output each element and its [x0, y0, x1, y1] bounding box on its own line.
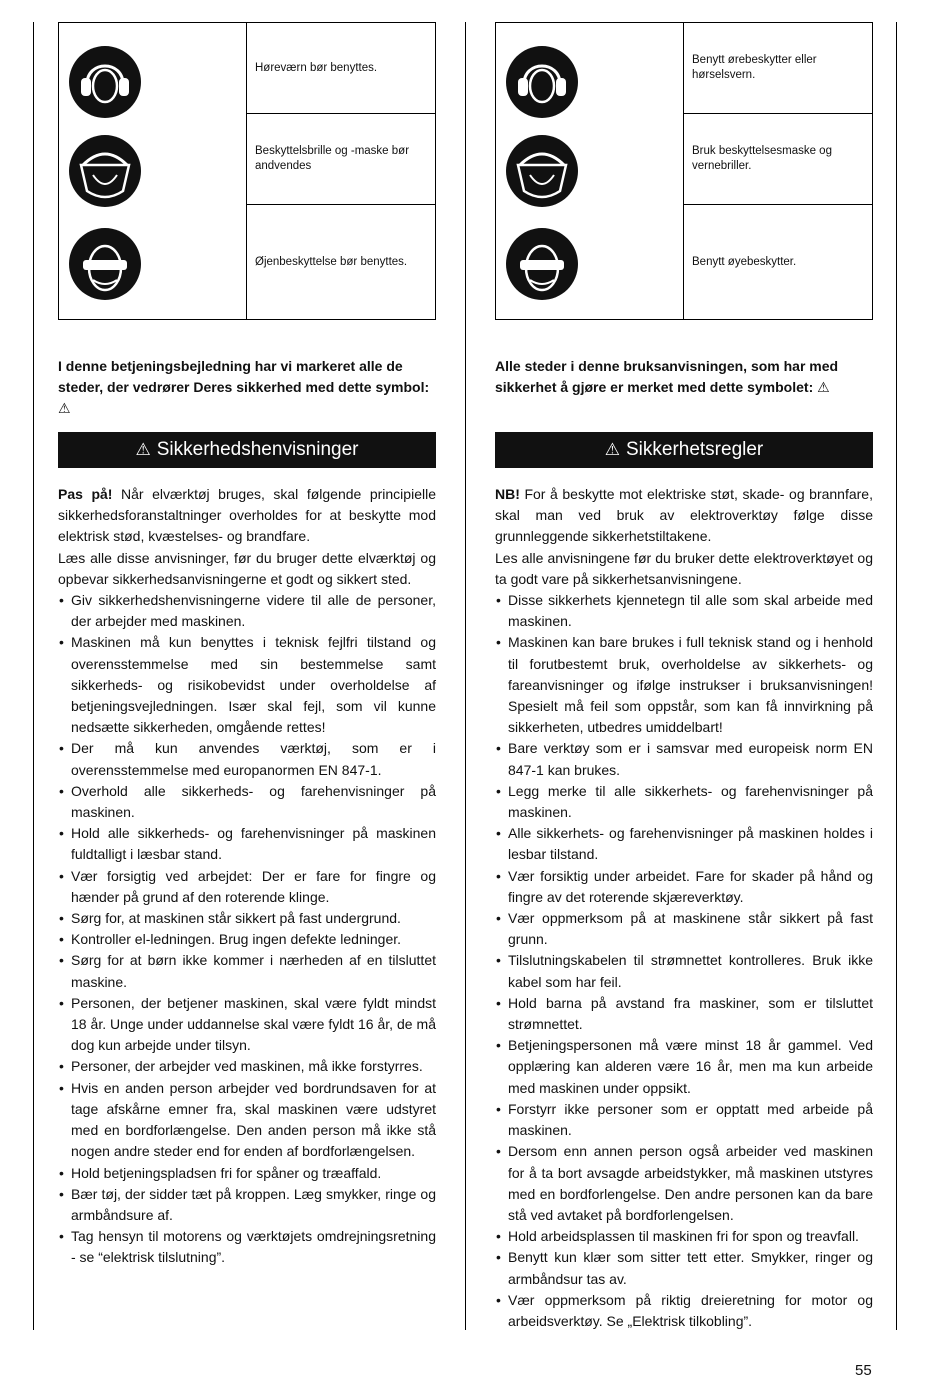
list-item: • Hold betjeningspladsen fri for spåner og træaffald.	[58, 1163, 436, 1184]
list-item: • Vær oppmerksom på riktig dreieretning for motor og arbeidsverktøy. Se „Elektrisk tilkobling”.	[495, 1290, 873, 1332]
ear-protection-text: Høreværn bør benyttes.	[247, 23, 435, 114]
face-mask-icon	[69, 135, 141, 207]
safety-list	[495, 590, 873, 1332]
warning-triangle-icon: ⚠	[604, 440, 620, 459]
list-item: • Vær forsiktig under arbeidet. Fare for skader på hånd og fingre av det roterende skjæreverktøy.	[495, 866, 873, 908]
eye-protection-icon	[69, 228, 141, 300]
list-item: • Der må kun anvendes værktøj, som er i overensstemmelse med europanormen EN 847-1.	[58, 738, 436, 780]
list-item: • Bær tøj, der sidder tæt på kroppen. Læg smykker, ringe og armbåndsure af.	[58, 1184, 436, 1226]
list-item: • Disse sikkerhets kjennetegn til alle som skal arbeide med maskinen.	[495, 590, 873, 632]
warning-triangle-icon: ⚠	[135, 440, 151, 459]
intro-text: Alle steder i denne bruksanvisningen, som har med sikkerhet å gjøre er merket med dette symbolet: ⚠	[495, 358, 839, 395]
warning-label: Pas på!	[58, 486, 113, 502]
ppe-icon-table	[495, 22, 873, 320]
safety-list	[58, 590, 436, 1269]
ear-protection-text: Benytt ørebeskytter eller hørselsvern.	[684, 23, 872, 114]
list-item: • Hold alle sikkerheds- og farehenvisninger på maskinen fuldtalligt i læsbar stand.	[58, 823, 436, 865]
eye-protection-icon	[506, 228, 578, 300]
face-mask-text: Bruk beskyttelsesmaske og vernebriller.	[684, 114, 872, 205]
heading-label: Sikkerhetsregler	[625, 439, 764, 460]
eye-protection-text: Øjenbeskyttelse bør benyttes.	[255, 255, 408, 268]
eye-protection-text: Benytt øyebeskytter.	[692, 255, 797, 268]
list-item: • Legg merke til alle sikkerhets- og farehenvisninger på maskinen.	[495, 781, 873, 823]
list-item: • Giv sikkerhedshenvisningerne videre til alle de personer, der arbejder med maskinen.	[58, 590, 436, 632]
paragraph: Pas på! Når elværktøj bruges, skal følgende principielle sikkerhedsforanstaltninger overholdes for at beskytte mod elektrisk stød, kvæstelses- og brandfare.	[58, 486, 436, 545]
list-item: • Tilslutningskabelen til strømnettet kontrolleres. Bruk ikke kabel som har feil.	[495, 950, 873, 992]
list-item: • Dersom enn annen person også arbeider ved maskinen for å ta bort avsagde arbeidstykker, må maskinen utstyres med en bordforlengelse. Den andre personen kan da bare stå ved avtaket på bordforlengelsen.	[495, 1141, 873, 1226]
list-item: • Vær oppmerksom på at maskinene står sikkert på fast grunn.	[495, 908, 873, 950]
list-item: • Hold arbeidsplassen til maskinen fri for spon og treavfall.	[495, 1226, 873, 1247]
list-item: • Sørg for at børn ikke kommer i nærheden af en tilsluttet maskine.	[58, 950, 436, 992]
intro-text: I denne betjeningsbejledning har vi markeret alle de steder, der vedrører Deres sikkerhed med dette symbol: ⚠	[58, 358, 430, 416]
safety-body	[495, 484, 873, 1332]
face-mask-icon	[506, 135, 578, 207]
left-margin-rule	[33, 22, 34, 1330]
center-rule	[465, 22, 466, 1330]
list-item: • Maskinen må kun benyttes i teknisk fejlfri tilstand og overensstemmelse med sin bestemmelse samt sikkerheds- og risikobevidst under overholdelse af betjeningsvejledningen. Især skal fejl, som vil kunne nedsætte sikkerheden, omgående rettes!	[58, 632, 436, 738]
page-number: 55	[855, 1362, 872, 1379]
heading-label: Sikkerhedshenvisninger	[156, 439, 359, 460]
ppe-icon-table	[58, 22, 436, 320]
warning-label: NB!	[495, 486, 520, 502]
face-mask-text: Beskyttelsbrille og -maske bør andvendes	[247, 114, 435, 205]
paragraph: NB! For å beskytte mot elektriske støt, skade- og brannfare, skal man ved bruk av elektroverktøy følge disse grunnleggende sikkerhetstiltakene.	[495, 486, 873, 545]
list-item: • Alle sikkerhets- og farehenvisninger på maskinen holdes i lesbar tilstand.	[495, 823, 873, 865]
list-item: • Hvis en anden person arbejder ved bordrundsaven for at tage afskårne emner fra, skal maskinen være udstyret med en bordforlængelse. Den anden person må ikke stå nogen andre steder end for enden af bordforlængelsen.	[58, 1078, 436, 1163]
list-item: • Vær forsigtig ved arbejdet: Der er fare for fingre og hænder på grund af den roterende klinge.	[58, 866, 436, 908]
list-item: • Overhold alle sikkerheds- og farehenvisninger på maskinen.	[58, 781, 436, 823]
safety-body	[58, 484, 436, 1269]
ear-protection-icon	[506, 46, 578, 118]
paragraph: Les alle anvisningene før du bruker dette elektroverktøyet og ta godt vare på sikkerhetsanvisningene.	[495, 549, 873, 587]
list-item: • Personen, der betjener maskinen, skal være fyldt mindst 18 år. Unge under uddannelse skal være fyldt 16 år, de må dog kun arbejde under tilsyn.	[58, 993, 436, 1057]
list-item: • Sørg for, at maskinen står sikkert på fast undergrund.	[58, 908, 436, 929]
paragraph: Læs alle disse anvisninger, før du bruger dette elværktøj og opbevar sikkerhedsanvisningerne et godt og sikkert sted.	[58, 549, 436, 587]
ear-protection-icon	[69, 46, 141, 118]
list-item: • Tag hensyn til motorens og værktøjets omdrejningsretning - se “elektrisk tilslutning”.	[58, 1226, 436, 1268]
section-heading	[495, 432, 873, 468]
list-item: • Kontroller el-ledningen. Brug ingen defekte ledninger.	[58, 929, 436, 950]
list-item: • Betjeningspersonen må være minst 18 år gammel. Ved opplæring kan alderen være 16 år, men ma kun arbeide med maskinen under oppsikt.	[495, 1035, 873, 1099]
list-item: • Hold barna på avstand fra maskiner, som er tilsluttet strømnettet.	[495, 993, 873, 1035]
right-margin-rule	[896, 22, 897, 1330]
list-item: • Benytt kun klær som sitter tett etter. Smykker, ringer og armbåndsur tas av.	[495, 1247, 873, 1289]
list-item: • Bare verktøy som er i samsvar med europeisk norm EN 847-1 kan brukes.	[495, 738, 873, 780]
list-item: • Maskinen kan bare brukes i full teknisk stand og i henhold til forutbestemt bruk, overholdelse av sikkerhets- og fareanvisninger og ifølge instrukser i bruksanvisningen! Spesielt må feil som oppstår, som kan få innvirkning på sikkerheten, utbedres umiddelbart!	[495, 632, 873, 738]
list-item: • Forstyrr ikke personer som er opptatt med arbeide på maskinen.	[495, 1099, 873, 1141]
list-item: • Personer, der arbejder ved maskinen, må ikke forstyrres.	[58, 1056, 436, 1077]
section-heading	[58, 432, 436, 468]
